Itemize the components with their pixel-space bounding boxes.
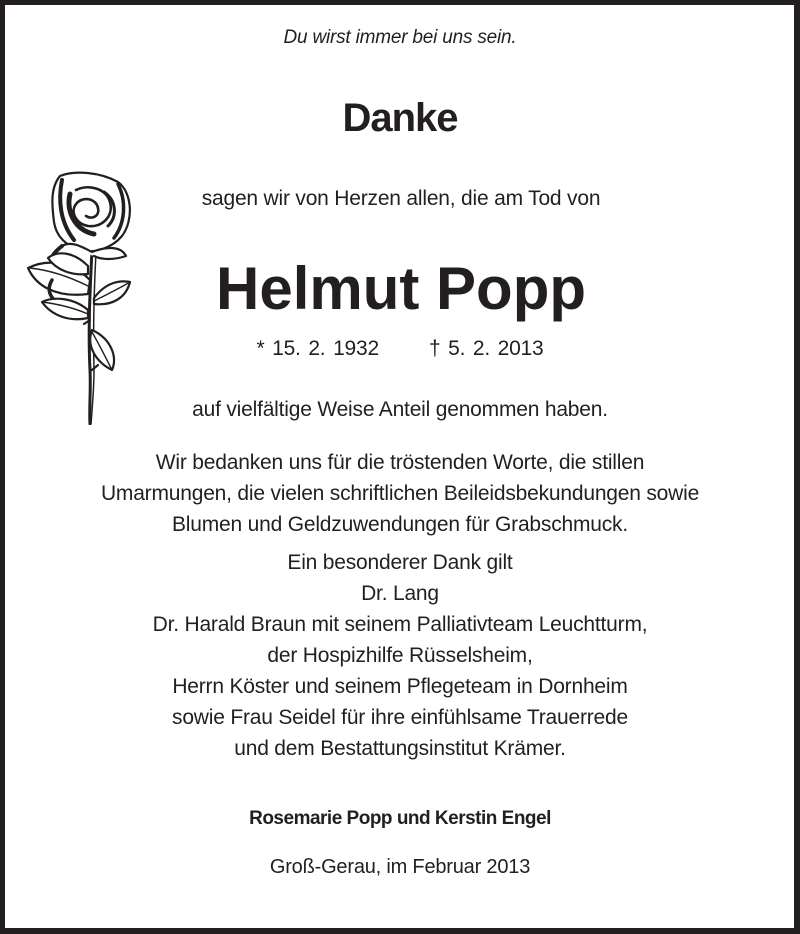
gratitude-line: Wir bedanken uns für die tröstenden Worte, die stillen	[155, 451, 645, 474]
participation-line: auf vielfältige Weise Anteil genommen haben.	[192, 398, 608, 421]
deceased-name: Helmut Popp	[216, 255, 586, 322]
birth-date: * 15. 2. 1932	[256, 337, 379, 360]
heading-danke: Danke	[342, 96, 458, 140]
life-dates	[0, 337, 800, 361]
thanks-line: Herrn Köster und seinem Pflegeteam in Dornheim	[172, 675, 628, 698]
signatories: Rosemarie Popp und Kerstin Engel	[249, 808, 551, 829]
thanks-line: Ein besonderer Dank gilt	[287, 551, 513, 574]
death-date: † 5. 2. 2013	[428, 337, 544, 360]
intro-line: sagen wir von Herzen allen, die am Tod von	[201, 187, 601, 210]
motto-line: Du wirst immer bei uns sein.	[283, 27, 517, 48]
gratitude-line: Umarmungen, die vielen schriftlichen Beileidsbekundungen sowie	[100, 482, 700, 505]
thanks-line: Dr. Lang	[361, 582, 439, 605]
thanks-line: und dem Bestattungsinstitut Krämer.	[234, 737, 566, 760]
thanks-line: Dr. Harald Braun mit seinem Palliativteam Leuchtturm,	[152, 613, 648, 636]
gratitude-paragraph	[0, 447, 800, 540]
place-date: Groß-Gerau, im Februar 2013	[269, 856, 531, 878]
special-thanks	[0, 547, 800, 764]
thanks-line: sowie Frau Seidel für ihre einfühlsame Trauerrede	[172, 706, 628, 729]
thanks-line: der Hospizhilfe Rüsselsheim,	[267, 644, 533, 667]
gratitude-line: Blumen und Geldzuwendungen für Grabschmuck.	[172, 513, 628, 536]
